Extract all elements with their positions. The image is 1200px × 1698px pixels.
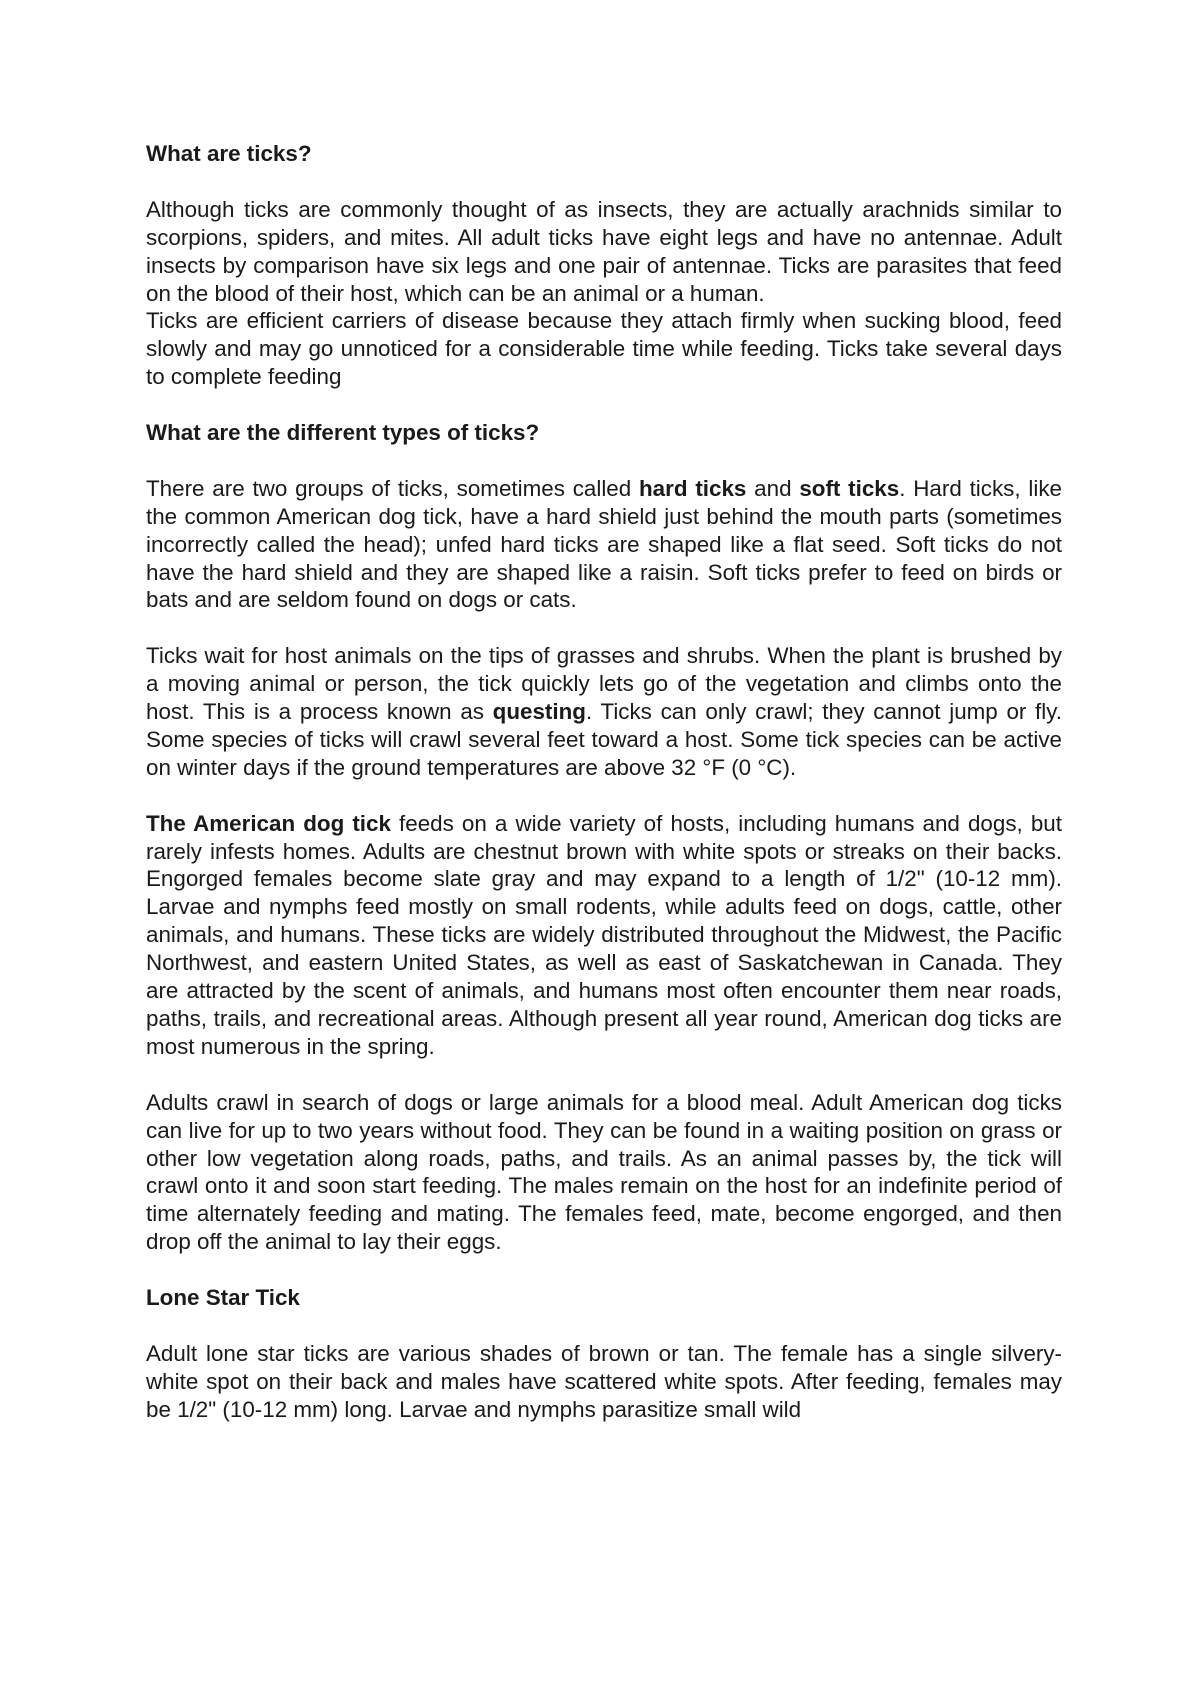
heading-what-are-ticks: What are ticks? xyxy=(146,141,312,166)
document-page xyxy=(146,140,1062,1424)
heading-lone-star-tick: Lone Star Tick xyxy=(146,1285,300,1311)
bold-term-soft-ticks: soft ticks xyxy=(799,475,900,501)
bold-term-questing: questing xyxy=(492,699,586,725)
text-run: . Ticks can only crawl; they cannot jump or fly. Some species of ticks will crawl several feet toward a host. Some tick species can be active on winter days if the ground temperatures are above 32 °F (0 °C). xyxy=(146,699,1062,780)
text-run: and xyxy=(746,475,800,501)
paragraph-tick-groups xyxy=(146,475,1062,615)
spacer xyxy=(146,1061,1062,1089)
text-run: There are two groups of ticks, sometimes called xyxy=(146,475,639,501)
text-run: . Hard ticks, like the common American dog tick, have a hard shield just behind the mouth parts (sometimes incorrectly called the head); unfed hard ticks are shaped like a flat seed. Soft ticks do not have the hard shield and they are shaped like a raisin. Soft ticks prefer to feed on birds or bats and are seldom found on dogs or cats. xyxy=(146,475,1062,613)
bold-term-hard-ticks: hard ticks xyxy=(639,475,747,501)
paragraph-ticks-definition: Although ticks are commonly thought of as insects, they are actually arachnids similar to scorpions, spiders, and mites. All adult ticks have eight legs and have no antennae. Adult insects by comparison have six legs and one pair of antennae. Ticks are parasites that feed on the blood of their host, which can be an animal or a human. xyxy=(146,196,1062,306)
spacer xyxy=(146,1256,1062,1284)
paragraph-dog-tick-behavior: Adults crawl in search of dogs or large animals for a blood meal. Adult American dog ticks can live for up to two years without food. They can be found in a waiting position on grass or other low vegetation along roads, paths, and trails. As an animal passes by, the tick will crawl onto it and soon start feeding. The males remain on the host for an indefinite period of time alternately feeding and mating. The females feed, mate, become engorged, and then drop off the animal to lay their eggs. xyxy=(146,1089,1062,1255)
spacer xyxy=(146,168,1062,196)
paragraph-lone-star-tick: Adult lone star ticks are various shades of brown or tan. The female has a single silvery-white spot on their back and males have scattered white spots. After feeding, females may be 1/2" (10-12 mm) long. Larvae and nymphs parasitize small wild xyxy=(146,1340,1062,1422)
text-run: Ticks wait for host animals on the tips of grasses and shrubs. When the plant is brushed by a moving animal or person, the tick quickly lets go of the vegetation and climbs onto the host. This is a process known as xyxy=(146,643,1062,725)
spacer xyxy=(146,614,1062,642)
paragraph-questing xyxy=(146,642,1062,782)
paragraph-american-dog-tick xyxy=(146,810,1062,1061)
spacer xyxy=(146,447,1062,475)
heading-types-of-ticks: What are the different types of ticks? xyxy=(146,420,540,446)
bold-term-american-dog-tick: The American dog tick xyxy=(146,810,391,836)
spacer xyxy=(146,391,1062,419)
spacer xyxy=(146,782,1062,810)
text-run: feeds on a wide variety of hosts, including humans and dogs, but rarely infests homes. Adults are chestnut brown with white spots or streaks on their backs. Engorged females become slate gray and may expand to a length of 1/2" (10-12 mm). Larvae and nymphs feed mostly on small rodents, while adults feed on dogs, cattle, other animals, and humans. These ticks are widely distributed throughout the Midwest, the Pacific Northwest, and eastern United States, as well as east of Saskatchewan in Canada. They are attracted by the scent of animals, and humans most often encounter them near roads, paths, trails, and recreational areas. Although present all year round, American dog ticks are most numerous in the spring. xyxy=(146,810,1062,1059)
paragraph-ticks-disease: Ticks are efficient carriers of disease because they attach firmly when sucking blood, feed slowly and may go unnoticed for a considerable time while feeding. Ticks take several days to complete feeding xyxy=(146,308,1062,390)
spacer xyxy=(146,1312,1062,1340)
